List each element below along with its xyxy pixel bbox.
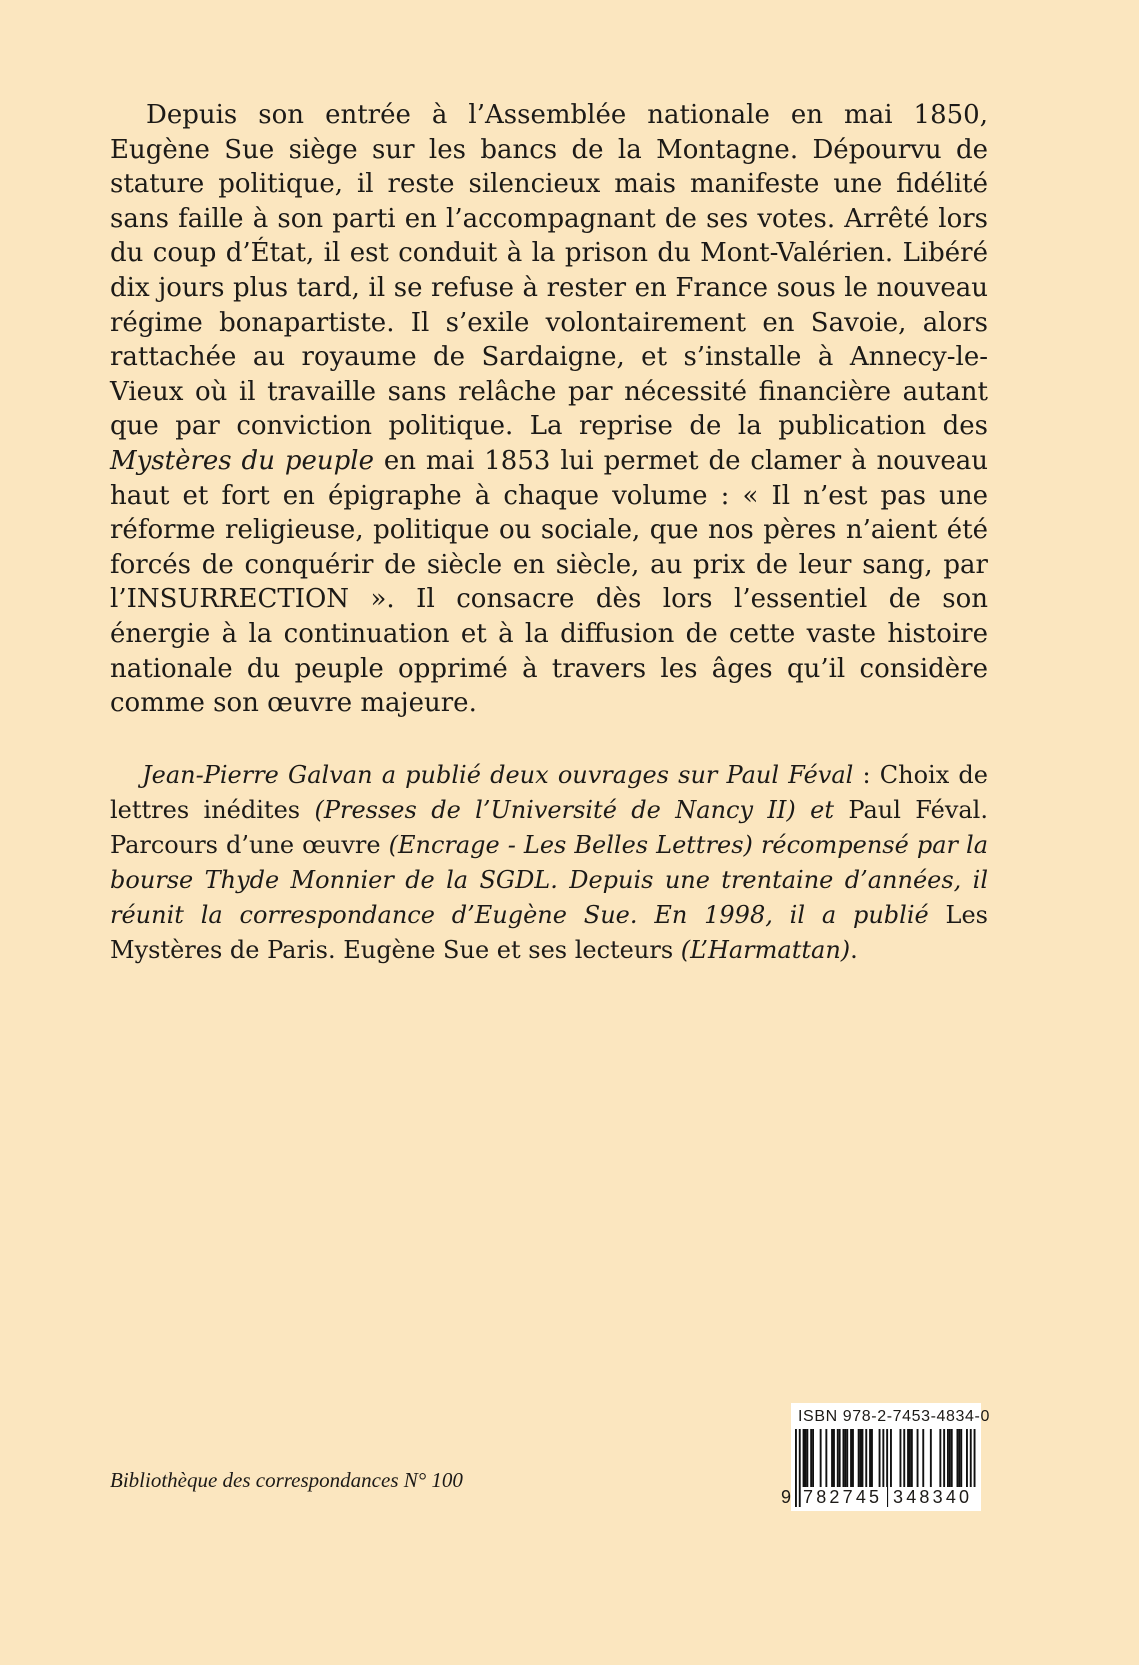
barcode-bar [909, 1429, 911, 1487]
barcode-bar [810, 1429, 812, 1487]
barcode-bar [806, 1429, 808, 1487]
author-bio [110, 758, 988, 968]
barcode-bar [890, 1429, 892, 1487]
barcode-bar [939, 1429, 941, 1487]
summary-paragraph [110, 98, 988, 721]
barcode-bar [957, 1429, 959, 1487]
bio-part-7: Les Mystères de Paris. Eugène Sue et ses lecteurs [110, 901, 988, 964]
barcode-bar [825, 1429, 827, 1487]
barcode-bar [839, 1429, 841, 1487]
bio-part-5: Paul Féval. Parcours d’une œuvre [110, 796, 988, 859]
bio-part-3: (Presses de l’Université de Nancy II) [314, 796, 796, 824]
ean-right-digits: 348340 [893, 1487, 981, 1507]
barcode-guard-bar [795, 1429, 797, 1507]
barcode-bar [850, 1429, 852, 1487]
bio-part-6: (Encrage - Les Belles Lettres) récompensé par la bourse Thyde Monnier de la SGDL. Depuis une trentaine d’années, il réunit la correspondance d’Eugène Sue. En 1998, il a publié [110, 831, 988, 929]
barcode-bar [843, 1429, 845, 1487]
bio-part-1: Jean-Pierre Galvan a publié deux ouvrages sur Paul Féval [142, 761, 854, 789]
barcode-bar [960, 1429, 962, 1487]
barcode-bar [837, 1429, 839, 1487]
bio-part-2: : Choix de lettres inédites [110, 761, 988, 824]
barcode-bar [917, 1429, 919, 1487]
barcode-bar [844, 1429, 846, 1487]
barcode-bar [911, 1429, 913, 1487]
barcode-guard-bar [799, 1429, 801, 1507]
barcode-bar [803, 1429, 805, 1487]
isbn-label: ISBN 978-2-7453-4834-0 [798, 1408, 990, 1425]
barcode-bar [903, 1429, 905, 1487]
bio-part-4: et [795, 796, 849, 824]
barcode-bar [871, 1429, 873, 1487]
summary-text-2: en mai 1853 lui permet de clamer à nouveau haut et fort en épigraphe à chaque volume : « Il n’est pas une réforme religieuse, politique ou sociale, que nos pères n’aient été forcés de conquérir de siècle en siècle, au prix de leur sang, par l’INSURRECTION ». Il consacre dès lors l’essentiel de son énergie à la continuation et à la diffusion de cette vaste histoire nationale du peuple opprimé à travers les âges qu’il considère comme son œuvre majeure. [110, 445, 989, 719]
barcode-bar [846, 1429, 848, 1487]
summary-text-1: Depuis son entrée à l’Assemblée nationale en mai 1850, Eugène Sue siège sur les bancs de la Montagne. Dépourvu de stature politique, il reste silencieux mais manifeste une fidélité sans faille à son parti en l’accompagnant de ses votes. Arrêté lors du coup d’État, il est conduit à la prison du Mont-Valérien. Libéré dix jours plus tard, il se refuse à rester en France sous le nouveau régime bonapartiste. Il s’exile volontairement en Savoie, alors rattachée au royaume de Sardaigne, et s’installe à Annecy-le-Vieux où il travaille sans relâche par nécessité financière autant que par conviction politique. La reprise de la publication des [110, 100, 988, 442]
barcode-bar [862, 1429, 864, 1487]
barcode-bar [812, 1429, 814, 1487]
book-title: Mystères du peuple [110, 445, 374, 476]
collection-line: Bibliothèque des correspondances N° 100 [110, 1468, 463, 1492]
barcode-bar [858, 1429, 860, 1487]
bio-part-8: (L’Harmattan) [680, 936, 851, 964]
barcode-bar [879, 1429, 881, 1487]
barcode-bar [958, 1429, 960, 1487]
barcode-bar [833, 1429, 835, 1487]
barcode-bar [820, 1429, 822, 1487]
barcode-bar [907, 1429, 909, 1487]
barcode-bar [947, 1429, 949, 1487]
barcode-bar [869, 1429, 871, 1487]
barcode-bar [900, 1429, 902, 1487]
barcode-bar [860, 1429, 862, 1487]
bio-part-9: . [850, 936, 858, 964]
barcode-bar [852, 1429, 854, 1487]
barcode-bar [943, 1429, 945, 1487]
ean-left-digits: 782745 [803, 1487, 887, 1507]
barcode-bar [831, 1429, 833, 1487]
barcode-bar [930, 1429, 932, 1487]
barcode-bar [922, 1429, 924, 1487]
barcode-bar [865, 1429, 867, 1487]
ean-first-digit: 9 [781, 1487, 792, 1507]
barcode-bar [966, 1429, 968, 1487]
barcode-bar [949, 1429, 951, 1487]
barcode-bar [805, 1429, 807, 1487]
barcode-bar [951, 1429, 953, 1487]
